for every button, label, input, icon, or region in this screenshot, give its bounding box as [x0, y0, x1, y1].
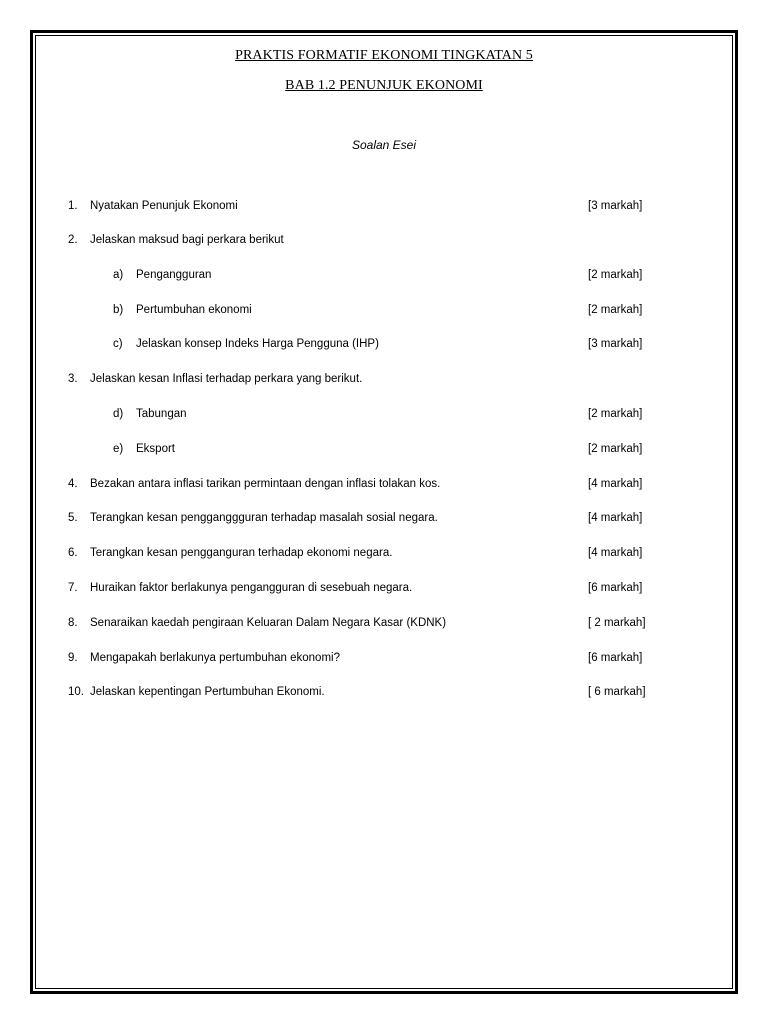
- question-text: Jelaskan kepentingan Pertumbuhan Ekonomi.: [90, 686, 325, 698]
- question-marks: [3 markah]: [588, 200, 643, 212]
- subquestion-text: Jelaskan konsep Indeks Harga Pengguna (IHP): [136, 338, 379, 350]
- subquestion-row: [0, 335, 768, 353]
- chapter-title: BAB 1.2 PENUNJUK EKONOMI: [285, 78, 483, 93]
- question-row: [0, 197, 768, 215]
- question-marks: [6 markah]: [588, 582, 643, 594]
- subquestion-row: [0, 440, 768, 458]
- question-row: [0, 370, 768, 388]
- question-text: Bezakan antara inflasi tarikan permintaan dengan inflasi tolakan kos.: [90, 478, 441, 490]
- question-text: Jelaskan kesan Inflasi terhadap perkara yang berikut.: [90, 373, 363, 385]
- subquestion-letter: e): [113, 443, 124, 455]
- section-heading: Soalan Esei: [351, 138, 417, 152]
- question-marks: [2 markah]: [588, 408, 643, 420]
- question-text: Terangkan kesan pengganguran terhadap ekonomi negara.: [90, 547, 393, 559]
- question-number: 4.: [68, 478, 78, 490]
- question-row: [0, 683, 768, 701]
- question-text: Senaraikan kaedah pengiraan Keluaran Dalam Negara Kasar (KDNK): [90, 617, 447, 629]
- question-row: [0, 544, 768, 562]
- subquestion-row: [0, 301, 768, 319]
- question-text: Jelaskan maksud bagi perkara berikut: [90, 234, 284, 246]
- question-marks: [3 markah]: [588, 338, 643, 350]
- question-marks: [4 markah]: [588, 512, 643, 524]
- question-number: 3.: [68, 373, 78, 385]
- subquestion-text: Pertumbuhan ekonomi: [136, 304, 252, 316]
- question-row: [0, 231, 768, 249]
- question-marks: [ 6 markah]: [588, 686, 646, 698]
- document-title: PRAKTIS FORMATIF EKONOMI TINGKATAN 5: [235, 48, 533, 63]
- question-number: 6.: [68, 547, 78, 559]
- question-text: Huraikan faktor berlakunya pengangguran di sesebuah negara.: [90, 582, 413, 594]
- question-number: 1.: [68, 200, 78, 212]
- question-number: 10.: [68, 686, 84, 698]
- subquestion-text: Eksport: [136, 443, 175, 455]
- question-row: [0, 614, 768, 632]
- question-marks: [4 markah]: [588, 547, 643, 559]
- subquestion-text: Pengangguran: [136, 269, 212, 281]
- question-row: [0, 509, 768, 527]
- subquestion-letter: c): [113, 338, 123, 350]
- question-text: Mengapakah berlakunya pertumbuhan ekonomi?: [90, 652, 340, 664]
- question-marks: [ 2 markah]: [588, 617, 646, 629]
- question-number: 5.: [68, 512, 78, 524]
- subquestion-row: [0, 266, 768, 284]
- question-marks: [2 markah]: [588, 304, 643, 316]
- question-marks: [4 markah]: [588, 478, 643, 490]
- subquestion-text: Tabungan: [136, 408, 187, 420]
- question-row: [0, 579, 768, 597]
- question-marks: [2 markah]: [588, 443, 643, 455]
- subquestion-letter: d): [113, 408, 124, 420]
- question-text: Terangkan kesan pengganggguran terhadap masalah sosial negara.: [90, 512, 438, 524]
- question-number: 8.: [68, 617, 78, 629]
- subquestion-letter: b): [113, 304, 124, 316]
- subquestion-row: [0, 405, 768, 423]
- question-number: 2.: [68, 234, 78, 246]
- question-marks: [6 markah]: [588, 652, 643, 664]
- question-number: 9.: [68, 652, 78, 664]
- subquestion-letter: a): [113, 269, 124, 281]
- question-row: [0, 649, 768, 667]
- question-text: Nyatakan Penunjuk Ekonomi: [90, 200, 238, 212]
- question-row: [0, 475, 768, 493]
- question-marks: [2 markah]: [588, 269, 643, 281]
- question-number: 7.: [68, 582, 78, 594]
